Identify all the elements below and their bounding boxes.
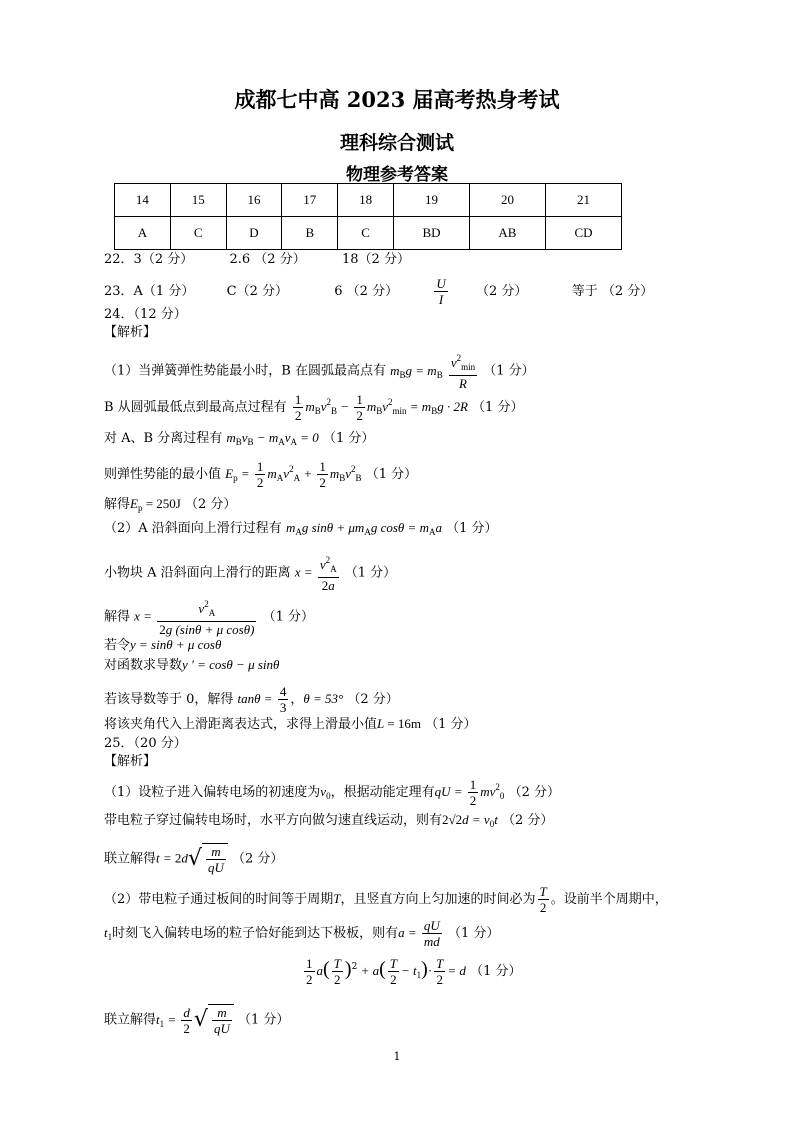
q25-formula7: $t_1$ =	[156, 1011, 180, 1029]
q24-label: 24．（12 分）	[104, 307, 187, 322]
q25-line6: $\frac{1}{2}$ a( $\frac{T}{2}$ )$^2$ + a( $\frac{T}{2}$ − $t_1)\cdot$ $\frac{T}{2}$ = d （1 分）	[306, 956, 522, 987]
q25-label: 25．（20 分）	[104, 736, 187, 751]
page-title: 成都七中高 2023 届高考热身考试	[234, 87, 560, 112]
q24-line2-score: （1 分）	[472, 400, 524, 415]
q25-line2-text: 带电粒子穿过偏转电场时，水平方向做匀速直线运动，则有	[104, 813, 443, 828]
paren-left: (	[379, 958, 386, 980]
answer-table	[114, 183, 622, 250]
q25-line4	[104, 884, 668, 915]
sqrt-content	[208, 1004, 234, 1036]
time-symbol: $t_1$	[104, 925, 113, 942]
table-cell: 17	[282, 184, 338, 217]
q24-line5-score: （2 分）	[185, 497, 237, 512]
half-period-fraction: $\frac{T}{2}$	[539, 884, 547, 915]
answer-table-numbers-row	[115, 184, 622, 217]
fraction-numerator: U	[436, 276, 446, 291]
q25-formula3-fraction: $\frac{m}{qU}$	[207, 844, 224, 875]
q24-line8-score: （1 分）	[262, 609, 314, 625]
q25-formula5: a =	[398, 925, 420, 940]
q24-line6-score: （1 分）	[446, 521, 498, 536]
q24-line11-text: 若该导数等于 0，解得	[104, 692, 234, 707]
q24-formula11: tanθ =	[237, 691, 276, 706]
table-cell: AB	[469, 217, 545, 250]
q24-line3	[104, 429, 374, 451]
q25-formula6d: = d	[447, 963, 466, 978]
energy-symbol: $E_p$	[130, 496, 143, 513]
table-cell: B	[282, 217, 338, 250]
q24-formula4c: $m_Bv^2_B$	[329, 464, 362, 483]
half-fraction: $\frac{1}{2}$	[294, 392, 302, 423]
q25-formula6b: + a	[357, 963, 380, 978]
q24-line7-score: （1 分）	[344, 565, 397, 581]
q23-part1: 23．A（1 分）	[104, 284, 195, 299]
paren-right: )	[421, 958, 428, 980]
fraction-denominator: I	[438, 292, 444, 307]
q24-line12	[104, 715, 477, 734]
q25-line3-text: 联立解得	[104, 851, 157, 867]
q24-line2-text: B 从圆弧最低点到最高点过程有	[104, 400, 287, 415]
q25-line1	[104, 777, 560, 808]
length-symbol: L	[377, 716, 388, 731]
q24-line1-score: （1 分）	[483, 363, 535, 379]
q24-formula4b: $m_Av^2_A$ +	[267, 464, 316, 483]
half-period-fraction: $\frac{T}{2}$	[389, 956, 397, 987]
q23-part4: （2 分）	[476, 284, 528, 299]
velocity-symbol: $v_0$	[320, 784, 331, 801]
four-thirds-fraction: $\frac{4}{3}$	[279, 684, 287, 715]
q23-part5: 等于 （2 分）	[571, 284, 654, 299]
q25-line1-text: （1）设粒子进入偏转电场的初速度为	[104, 785, 321, 800]
q23-part3: 6 （2 分）	[334, 284, 399, 299]
table-cell: BD	[393, 217, 469, 250]
q24-formula1-fraction: $\frac{v^2_{min}}{R}$	[450, 353, 476, 391]
q22-part1: 22．3（2 分）	[104, 252, 194, 267]
q25-line7-text: 联立解得	[104, 1012, 157, 1028]
q24-formula7-fraction: $\frac{v^2_A}{2a}$	[319, 555, 337, 593]
q25-line3-score: （2 分）	[231, 851, 284, 867]
paren-left: (	[323, 958, 330, 980]
q24-formula2b: $m_Bv^2_{min} = m_Bg \cdot 2R$	[366, 397, 468, 416]
q24-line4-text: 则弹性势能的最小值	[104, 467, 222, 482]
q24-line1	[104, 351, 535, 391]
q24-formula2: $m_Bv^2_B$ −	[305, 397, 353, 416]
table-cell: 18	[338, 184, 394, 217]
q23-fraction	[434, 276, 447, 307]
period-symbol: T	[333, 891, 341, 906]
half-fraction: $\frac{1}{2}$	[256, 459, 264, 490]
q24-line10-text: 对函数求导数	[104, 658, 183, 673]
sqrt-content	[202, 843, 228, 875]
q25-formula1: qU =	[434, 784, 466, 799]
q25-line7-score: （1 分）	[237, 1012, 290, 1028]
q24-line4	[104, 459, 417, 490]
table-cell: C	[338, 217, 394, 250]
q25-line7	[104, 1004, 289, 1036]
sqrt-icon: √	[187, 846, 202, 871]
q24-line10	[104, 656, 279, 675]
q25-line1-mid: ，根据动能定理有	[330, 785, 435, 800]
q25-line3	[104, 843, 283, 875]
table-cell: A	[115, 217, 171, 250]
q24-line8	[104, 597, 314, 637]
table-cell: CD	[545, 217, 621, 250]
q24-formula11b: θ = 53°	[303, 691, 344, 706]
q25-line2	[104, 811, 553, 833]
q24-formula3: $m_Bv_B - m_Av_A = 0$	[226, 430, 319, 447]
q24-formula6: $m_Ag$ $\sin\theta + \mu m_Ag$ $\cos\theta = m_Aa$	[285, 520, 442, 537]
q25-formula1b: $mv^2_0$	[480, 782, 505, 801]
q24-line5	[104, 495, 236, 517]
q24-jiexi: 【解析】	[104, 325, 157, 340]
q24-line3-score: （1 分）	[322, 431, 375, 446]
half-fraction: $\frac{1}{2}$	[469, 777, 477, 808]
q24-line9	[104, 636, 221, 655]
q25-line5	[104, 918, 499, 949]
q25-jiexi: 【解析】	[104, 754, 157, 769]
q25-formula2: $2√2d = v_0t$	[442, 812, 498, 829]
q25-line2-score: （2 分）	[501, 813, 554, 828]
q24-formula10: y ' = cosθ − μ sinθ	[182, 657, 280, 672]
q25-formula5-fraction: $\frac{qU}{md}$	[423, 918, 440, 949]
table-cell: D	[226, 217, 282, 250]
table-cell: 21	[545, 184, 621, 217]
page-subtitle: 理科综合测试	[339, 132, 454, 154]
q24-line2	[104, 392, 523, 423]
half-fraction: $\frac{1}{2}$	[319, 459, 326, 490]
page-number: 1	[393, 1050, 401, 1063]
q24-formula9: y = sinθ + μ cosθ	[130, 637, 222, 652]
section-title: 物理参考答案	[346, 165, 448, 185]
distance-symbol: x =	[134, 608, 156, 624]
q24-line12-text: 将该夹角代入上滑距离表达式，求得上滑最小值	[104, 717, 378, 732]
q22-part3: 18（2 分）	[342, 252, 410, 267]
q24-line4-score: （1 分）	[365, 467, 418, 482]
q24-line11-comma: ，	[290, 692, 304, 707]
table-cell: 15	[170, 184, 226, 217]
distance-symbol: x =	[294, 564, 316, 580]
q25-formula7-fraction: $\frac{d}{2}$	[183, 1004, 190, 1036]
q24-line11-score: （2 分）	[347, 692, 399, 707]
table-cell: 20	[469, 184, 545, 217]
q24-line3-text: 对 A、B 分离过程有	[104, 431, 223, 446]
q25-formula3: t = 2d	[156, 850, 188, 866]
q25-line4-text: （2）带电粒子通过板间的时间等于周期	[104, 892, 334, 907]
q25-line4-mid: ，且竖直方向上匀加速的时间必为	[340, 892, 536, 907]
sqrt-icon: √	[193, 1007, 208, 1032]
table-cell: 14	[115, 184, 171, 217]
q22-line	[104, 251, 410, 269]
half-period-fraction: $\frac{T}{2}$	[436, 956, 444, 987]
q22-part2: 2.6 （2 分）	[229, 252, 306, 267]
q24-line8-text: 解得	[104, 609, 131, 625]
table-cell: 16	[226, 184, 282, 217]
q25-formula6: a	[316, 963, 323, 978]
q24-line6	[104, 519, 498, 541]
q25-formula6c: − $t_1$	[401, 963, 422, 980]
q25-line6-score: （1 分）	[470, 964, 522, 979]
q25-line4-end: 。设前半个周期中，	[550, 892, 668, 907]
q23-line	[104, 276, 653, 307]
paren-right: )	[344, 958, 352, 980]
table-cell: 19	[393, 184, 469, 217]
q24-line5-text: 解得	[104, 497, 131, 512]
q25-line5-score: （1 分）	[447, 926, 500, 941]
answer-table-answers-row	[115, 217, 622, 250]
q24-line9-text: 若令	[104, 638, 131, 653]
dot: ·	[427, 963, 433, 978]
table-cell: C	[170, 217, 226, 250]
half-period-fraction: $\frac{T}{2}$	[333, 956, 341, 987]
q24-formula4: $E_p$ =	[225, 466, 253, 483]
q24-line7-text: 小物块 A 沿斜面向上滑行的距离	[104, 565, 291, 581]
q24-formula8-fraction: $\frac{v^2_A}{\text{2g (sinθ + μ cosθ)}}$	[159, 599, 255, 637]
q25-line5-text: 时刻飞入偏转电场的粒子恰好能到达下极板，则有	[112, 926, 399, 941]
q24-line1-text: （1）当弹簧弹性势能最小时，B 在圆弧最高点有	[104, 363, 386, 379]
q25-line1-score: （2 分）	[508, 785, 560, 800]
q25-formula7-fraction-b: $\frac{m}{qU}$	[213, 1005, 230, 1036]
q24-line11	[104, 684, 399, 715]
half-fraction: $\frac{1}{2}$	[356, 392, 363, 423]
q24-line7	[104, 553, 396, 593]
q24-line6-text: （2）A 沿斜面向上滑行过程有	[104, 521, 282, 536]
q24-line12-value: = 16m	[387, 716, 421, 731]
q23-part2: C（2 分）	[226, 284, 288, 299]
q24-formula1: $m_Bg = m_B$	[390, 362, 443, 380]
q24-line12-score: （1 分）	[425, 717, 477, 732]
q24-line5-value: = 250J	[145, 496, 181, 511]
half-fraction: $\frac{1}{2}$	[306, 956, 313, 987]
